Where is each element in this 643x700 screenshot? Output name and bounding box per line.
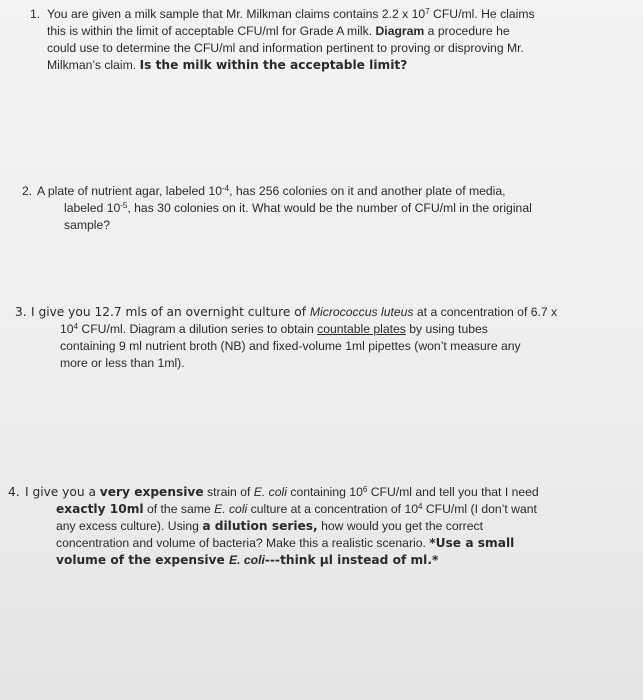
question-number: 1. [30,7,41,21]
question-text-line: labeled $10^{-5}$, has 30 colonies on it. What would be the number of CFU/ml in the original [64,201,532,215]
question-2 [22,183,532,234]
question-text-line: $10^4$ CFU/ml. Diagram a dilution series to obtain countable plates by using tubes [60,322,488,336]
question-number: 3. [15,305,27,319]
question-4 [8,484,539,569]
question-text-line: A plate of nutrient agar, labeled $10^{-4}$, has 256 colonies on it and another plate of media, [37,184,506,198]
question-text-line: concentration and volume of bacteria? Make this a realistic scenario. *Use a small [56,536,515,550]
question-text-line: sample? [64,218,111,232]
question-1 [30,6,535,74]
question-text-line: any excess culture). Using a dilution series, how would you get the correct [56,519,484,533]
question-text-line: I give you a very expensive strain of E. coli containing $10^6$ CFU/ml and tell you that I need [25,485,539,499]
question-text-line: containing 9 ml nutrient broth (NB) and fixed-volume 1ml pipettes (won’t measure any [60,339,521,353]
question-text-line: I give you 12.7 mls of an overnight culture of Micrococcus luteus at a concentration of 6.7 x [31,305,558,319]
question-number: 2. [22,184,33,198]
question-3 [15,304,557,372]
question-text-line: You are given a milk sample that Mr. Milkman claims contains 2.2 x $10^7$ CFU/ml. He claims [47,7,535,21]
question-text-line: this is within the limit of acceptable CFU/ml for Grade A milk. Diagram a procedure he [47,24,510,38]
question-text-line: Milkman’s claim. Is the milk within the acceptable limit? [47,58,408,72]
question-text-line: more or less than 1ml). [60,356,185,370]
question-text-line: volume of the expensive E. coli---think µl instead of ml.* [56,553,439,567]
question-text-line: exactly 10ml of the same E. coli culture at a concentration of $10^4$ CFU/ml (I don’t want [56,502,537,516]
question-text-line: could use to determine the CFU/ml and information pertinent to proving or disproving Mr. [47,41,524,55]
question-number: 4. [8,485,20,499]
